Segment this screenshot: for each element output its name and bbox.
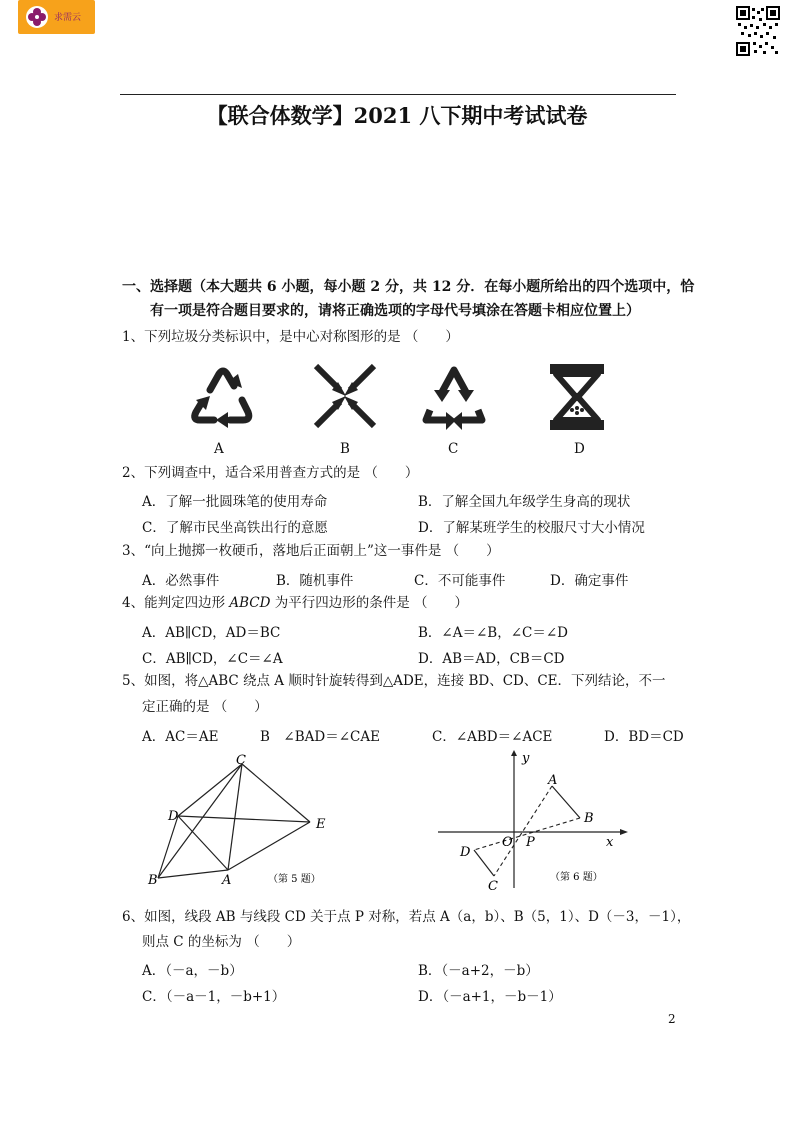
flower-icon	[26, 6, 48, 28]
recycle-symbol-d	[546, 360, 608, 438]
option-label-a: A	[214, 441, 224, 457]
fig6-point-d: D	[460, 845, 471, 860]
question-2-option-b: B．了解全国九年级学生身高的现状	[418, 494, 631, 510]
question-6-option-c: C．（－a－1，－b+1）	[142, 989, 286, 1005]
figure-6	[430, 750, 630, 894]
fig5-point-b: B	[148, 873, 158, 888]
question-6-option-b: B．（－a+2，－b）	[418, 963, 539, 979]
question-3-stem: 3、“向上抛掷一枚硬币，落地后正面朝上”这一事件是 （ ）	[122, 543, 500, 559]
question-2-stem: 2、下列调查中，适合采用普查方式的是 （ ）	[122, 465, 419, 481]
fig6-point-b: B	[584, 811, 594, 826]
fig5-point-d: D	[168, 809, 179, 824]
question-4-option-c: C．AB∥CD，∠C＝∠A	[142, 651, 283, 667]
question-6-stem-line1: 6、如图，线段 AB 与线段 CD 关于点 P 对称，若点 A（a，b）、B（5，1）、D（－3，－1），	[122, 909, 691, 925]
question-5-option-c: C．∠ABD＝∠ACE	[432, 729, 553, 745]
brand-logo	[18, 0, 95, 34]
recycle-symbol-b	[310, 360, 380, 436]
question-6-stem-line2: 则点 C 的坐标为 （ ）	[142, 934, 301, 950]
question-2-option-d: D．了解某班学生的校服尺寸大小情况	[418, 520, 645, 536]
fig6-point-p: P	[526, 835, 535, 850]
question-2-option-c: C．了解市民坐高铁出行的意愿	[142, 520, 328, 536]
fig6-axis-y: y	[522, 751, 530, 766]
question-4-option-a: A．AB∥CD，AD＝BC	[142, 625, 281, 641]
question-5-option-d: D．BD＝CD	[604, 729, 684, 745]
qr-code-icon	[736, 6, 780, 56]
question-6-option-a: A．（－a，－b）	[142, 963, 243, 979]
fig5-caption: （第 5 题）	[268, 874, 321, 885]
question-4-option-d: D．AB＝AD，CB＝CD	[418, 651, 565, 667]
question-5-stem-line2: 定正确的是 （ ）	[142, 699, 268, 715]
question-5-stem-line1: 5、如图，将△ABC 绕点 A 顺时针旋转得到△ADE，连接 BD、CD、CE．下列结论，不一	[122, 673, 666, 689]
question-3-option-b: B．随机事件	[276, 573, 354, 589]
fig6-axis-x: x	[606, 835, 614, 850]
option-label-b: B	[340, 441, 350, 457]
question-4-stem: 4、能判定四边形 ABCD 为平行四边形的条件是 （ ）	[122, 595, 469, 611]
section-heading-line1: 一、选择题（本大题共 6 小题，每小题 2 分，共 12 分．在每小题所给出的四个选项中，恰	[122, 279, 695, 295]
page-title: 【联合体数学】2021 八下期中考试试卷	[206, 103, 588, 128]
question-3-option-a: A．必然事件	[142, 573, 220, 589]
option-label-c: C	[448, 441, 459, 457]
recycle-symbol-c	[420, 358, 488, 438]
fig5-point-c: C	[236, 753, 246, 768]
question-3-option-c: C．不可能事件	[414, 573, 506, 589]
question-3-option-d: D．确定事件	[550, 573, 629, 589]
recycle-symbol-a	[186, 360, 260, 436]
question-5-option-a: A．AC＝AE	[142, 729, 219, 745]
question-4-option-b: B．∠A＝∠B，∠C＝∠D	[418, 625, 568, 641]
question-6-option-d: D．（－a+1，－b－1）	[418, 989, 562, 1005]
header-rule	[120, 94, 676, 95]
fig5-point-a: A	[222, 873, 232, 888]
fig6-point-c: C	[488, 879, 498, 890]
option-label-d: D	[574, 441, 585, 457]
logo-text: 求需云	[54, 13, 82, 23]
question-1-stem: 1、下列垃圾分类标识中，是中心对称图形的是 （ ）	[122, 329, 459, 345]
fig6-caption: （第 6 题）	[550, 872, 603, 883]
section-heading-line2: 有一项是符合题目要求的，请将正确选项的字母代号填涂在答题卡相应位置上）	[150, 303, 640, 319]
figure-5	[140, 750, 340, 894]
fig6-point-o: O	[502, 835, 513, 850]
fig6-point-a: A	[548, 773, 558, 788]
question-2-option-a: A．了解一批圆珠笔的使用寿命	[142, 494, 328, 510]
page-number: 2	[668, 1012, 676, 1026]
question-5-option-b: B ∠BAD＝∠CAE	[260, 729, 380, 745]
fig5-point-e: E	[316, 817, 326, 832]
